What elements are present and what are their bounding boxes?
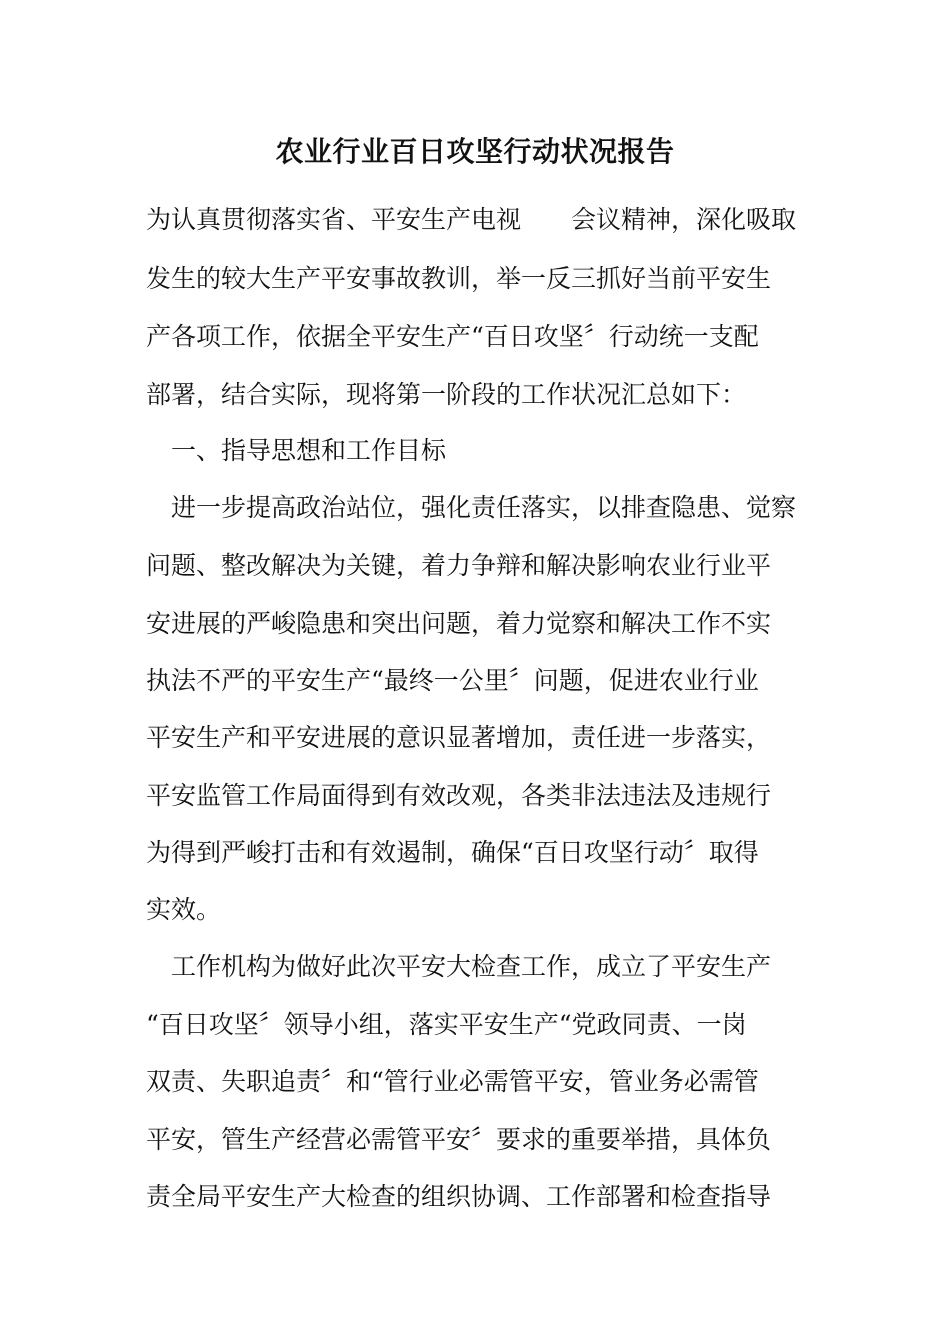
paragraph-line: 问题、整改解决为关键，着力争辩和解决影响农业行业平 bbox=[146, 551, 772, 580]
paragraph-line: 为得到严峻打击和有效遏制，确保“百日攻坚行动〞取得 bbox=[146, 838, 759, 867]
paragraph-line: 责全局平安生产大检查的组织协调、工作部署和检查指导 bbox=[146, 1182, 772, 1211]
paragraph-line: 执法不严的平安生产“最终一公里〞问题，促进农业行业 bbox=[146, 666, 759, 695]
paragraph-line: 发生的较大生产平安事故教训，举一反三抓好当前平安生 bbox=[146, 264, 772, 293]
paragraph-line: 实效。 bbox=[146, 895, 222, 924]
section-heading: 一、指导思想和工作目标 bbox=[146, 436, 447, 465]
paragraph-line: 平安监管工作局面得到有效改观，各类非法违法及违规行 bbox=[146, 781, 772, 810]
paragraph-line: 双责、失职追责〞和“管行业必需管平安，管业务必需管 bbox=[146, 1067, 759, 1096]
paragraph-line: 平安生产和平安进展的意识显著增加，责任进一步落实， bbox=[146, 723, 772, 752]
paragraph-line: 进一步提高政治站位，强化责任落实，以排查隐患、觉察 bbox=[146, 493, 797, 522]
paragraph-line: 产各项工作，依据全平安生产“百日攻坚〞行动统一支配 bbox=[146, 322, 759, 351]
paragraph-line: “百日攻坚〞领导小组，落实平安生产“党政同责、一岗 bbox=[146, 1010, 747, 1039]
paragraph-line: 平安，管生产经营必需管平安〞要求的重要举措，具体负 bbox=[146, 1125, 772, 1154]
document-title: 农业行业百日攻坚行动状况报告 bbox=[275, 135, 675, 168]
paragraph-line: 为认真贯彻落实省、平安生产电视 会议精神，深化吸取 bbox=[146, 205, 797, 234]
paragraph-line: 工作机构为做好此次平安大检查工作，成立了平安生产 bbox=[146, 952, 772, 981]
paragraph-line: 部署，结合实际，现将第一阶段的工作状况汇总如下： bbox=[146, 380, 747, 409]
paragraph-line: 安进展的严峻隐患和突出问题，着力觉察和解决工作不实 bbox=[146, 609, 772, 638]
